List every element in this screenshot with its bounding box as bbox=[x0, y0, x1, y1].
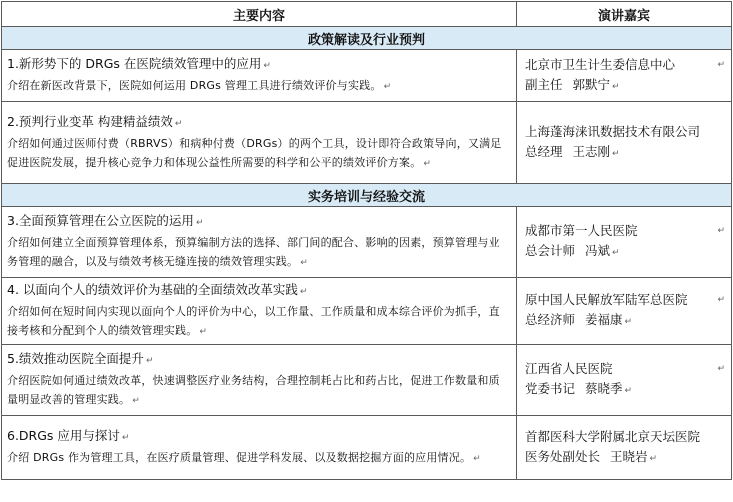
paragraph-mark-icon: ↵ bbox=[612, 148, 620, 159]
paragraph-mark-icon: ↵ bbox=[299, 287, 308, 297]
paragraph-mark-icon: ↵ bbox=[717, 226, 725, 236]
topic-title: 4. 以面向个人的绩效评价为基础的全面绩效改革实践 bbox=[7, 282, 298, 297]
topic-cell bbox=[2, 278, 517, 345]
speaker-organization: 北京市卫生计生委信息中心 bbox=[525, 56, 676, 72]
topic-cell bbox=[2, 207, 517, 278]
paragraph-mark-icon: ↵ bbox=[145, 356, 154, 366]
speaker-name: 郭默宁 bbox=[572, 76, 611, 92]
paragraph-mark-icon: ↵ bbox=[717, 295, 725, 305]
topic-cell bbox=[2, 50, 517, 102]
speaker-column-header: 演讲嘉宾 bbox=[517, 2, 732, 27]
paragraph-mark-icon: ↵ bbox=[423, 158, 432, 169]
agenda-row bbox=[2, 50, 732, 102]
agenda-row bbox=[2, 102, 732, 184]
paragraph-mark-icon: ↵ bbox=[624, 317, 633, 327]
topic-cell bbox=[2, 102, 517, 184]
paragraph-mark-icon: ↵ bbox=[624, 386, 633, 396]
topic-cell bbox=[2, 345, 517, 416]
speaker-name: 姜福康 bbox=[585, 312, 623, 327]
speaker-name: 王晓岩 bbox=[610, 448, 648, 464]
speaker-role: 总经济师 bbox=[525, 312, 576, 327]
paragraph-mark-icon: ↵ bbox=[132, 396, 140, 406]
topic-description: 介绍医院如何通过绩效改革，快速调整医疗业务结构，合理控制耗占比和药占比，促进工作数量和质量明显改善的管理实践。 bbox=[7, 374, 500, 406]
speaker-cell bbox=[517, 50, 732, 102]
section-title: 政策解读及行业预判 bbox=[2, 27, 732, 50]
speaker-role: 党委书记 bbox=[525, 381, 576, 396]
topic-description: 介绍在新医改背景下，医院如何运用 DRGs 管理工具进行绩效评价与实践。 bbox=[7, 79, 382, 92]
agenda-table bbox=[1, 1, 732, 480]
speaker-cell bbox=[517, 278, 732, 345]
paragraph-mark-icon: ↵ bbox=[717, 59, 725, 70]
speaker-cell bbox=[517, 207, 732, 278]
agenda-row bbox=[2, 345, 732, 416]
topic-cell bbox=[2, 416, 517, 480]
speaker-organization: 上海蓬海涞讯数据技术有限公司 bbox=[525, 123, 701, 139]
agenda-row bbox=[2, 416, 732, 480]
paragraph-mark-icon: ↵ bbox=[383, 82, 392, 92]
paragraph-mark-icon: ↵ bbox=[199, 327, 208, 337]
topic-title: 2.预判行业变革 构建精益绩效 bbox=[7, 113, 173, 129]
speaker-cell bbox=[517, 102, 732, 184]
speaker-organization: 江西省人民医院 bbox=[525, 361, 613, 376]
speaker-organization: 原中国人民解放军陆军总医院 bbox=[525, 292, 688, 307]
topic-title: 1.新形势下的 DRGs 在医院绩效管理中的应用 bbox=[7, 56, 262, 71]
speaker-organization: 首都医科大学附属北京天坛医院 bbox=[525, 428, 701, 444]
speaker-organization: 成都市第一人民医院 bbox=[525, 223, 638, 238]
paragraph-mark-icon: ↵ bbox=[612, 248, 620, 258]
speaker-role: 副主任 bbox=[525, 76, 563, 92]
speaker-role: 总会计师 bbox=[525, 243, 576, 258]
paragraph-mark-icon: ↵ bbox=[473, 454, 481, 464]
agenda-row bbox=[2, 207, 732, 278]
section-title: 实务培训与经验交流 bbox=[2, 184, 732, 207]
section-row bbox=[2, 184, 732, 207]
topic-description: 介绍如何通过医师付费（RBRVS）和病种付费（DRGs）的两个工具，设计即符合政策导向，又满足促进医院发展，提升核心竞争力和体现公益性所需要的科学和公平的绩效评价方案。 bbox=[7, 136, 502, 169]
speaker-name: 冯斌 bbox=[585, 243, 611, 258]
section-row bbox=[2, 27, 732, 50]
paragraph-mark-icon: ↵ bbox=[121, 433, 130, 443]
topic-description: 介绍如何在短时间内实现以面向个人的评价为中心，以工作量、工作质量和成本综合评价为抓手，直接考核和分配到个人的绩效管理实践。 bbox=[7, 305, 500, 337]
header-row bbox=[2, 2, 732, 27]
speaker-name: 王志刚 bbox=[572, 143, 611, 159]
paragraph-mark-icon: ↵ bbox=[300, 258, 308, 268]
content-column-header: 主要内容 bbox=[2, 2, 517, 27]
paragraph-mark-icon: ↵ bbox=[612, 81, 620, 92]
agenda-row bbox=[2, 278, 732, 345]
paragraph-mark-icon: ↵ bbox=[717, 364, 725, 374]
paragraph-mark-icon: ↵ bbox=[263, 61, 271, 71]
speaker-name: 蔡晓季 bbox=[585, 381, 623, 396]
topic-description: 介绍 DRGs 作为管理工具，在医疗质量管理、促进学科发展、以及数据挖掘方面的应用情况。 bbox=[7, 451, 472, 464]
speaker-role: 总经理 bbox=[525, 143, 563, 159]
speaker-cell bbox=[517, 416, 732, 480]
topic-description: 介绍如何建立全面预算管理体系，预算编制方法的选择、部门间的配合、影响的因素，预算管理与业务管理的融合，以及与绩效考核无缝连接的绩效管理实践。 bbox=[7, 236, 500, 268]
topic-title: 3.全面预算管理在公立医院的运用 bbox=[7, 213, 194, 228]
paragraph-mark-icon: ↵ bbox=[195, 218, 204, 228]
paragraph-mark-icon: ↵ bbox=[174, 118, 183, 129]
speaker-role: 医务处副处长 bbox=[525, 448, 601, 464]
speaker-cell bbox=[517, 345, 732, 416]
paragraph-mark-icon: ↵ bbox=[649, 453, 658, 464]
topic-title: 6.DRGs 应用与探讨 bbox=[7, 428, 120, 443]
topic-title: 5.绩效推动医院全面提升 bbox=[7, 351, 144, 366]
